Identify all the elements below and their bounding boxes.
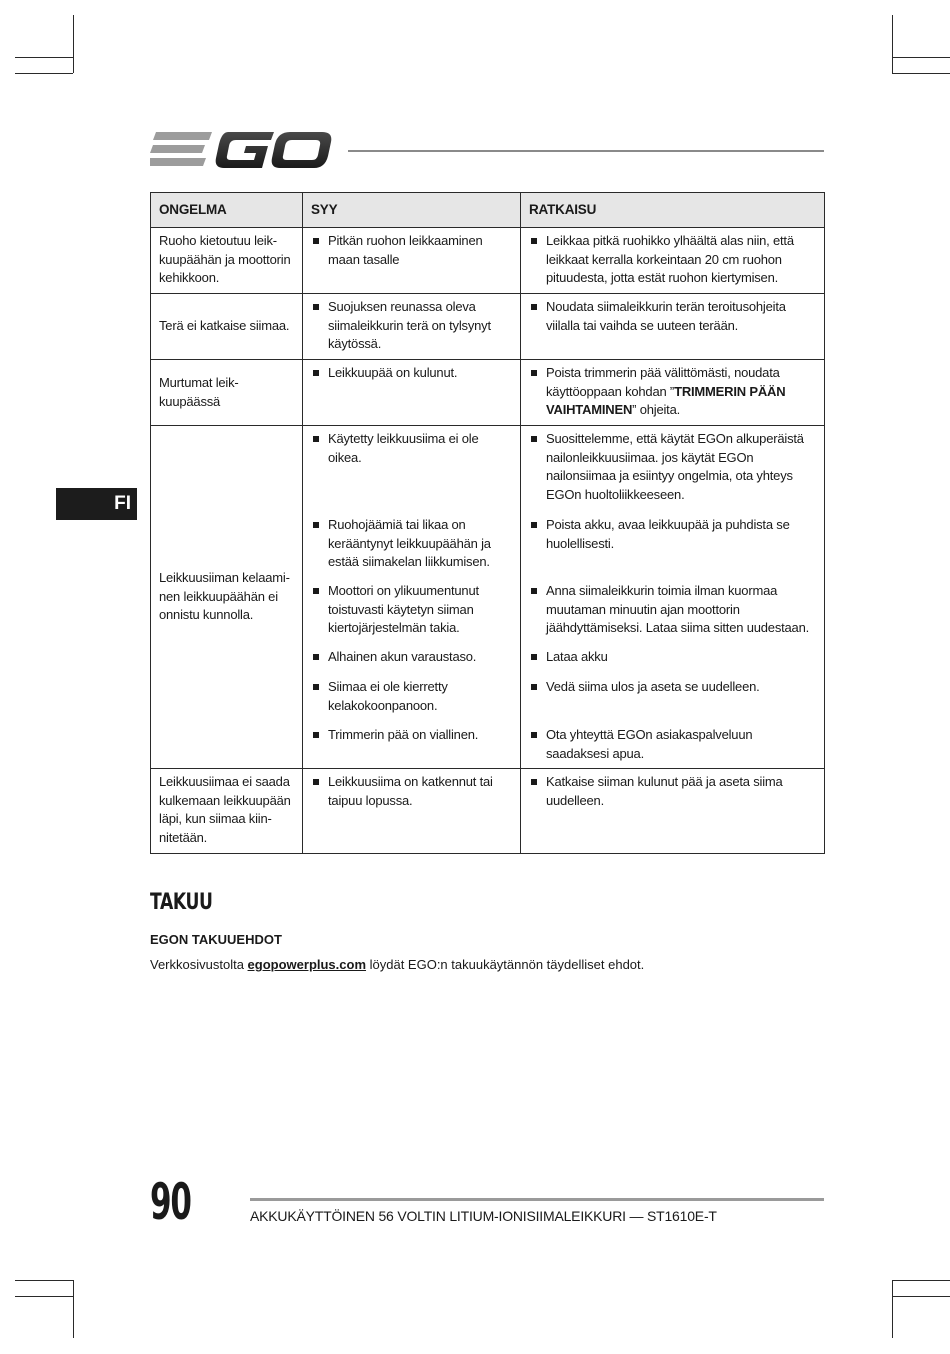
page-number: 90 — [150, 1173, 191, 1231]
solution-cell: Ota yhteyttä EGOn asiakaspalveluun saadaksesi apua. — [521, 722, 825, 769]
crop-mark — [892, 73, 950, 74]
bullet-icon — [531, 732, 537, 738]
bullet-icon — [313, 436, 319, 442]
solution-cell: Vedä siima ulos ja aseta se uudelleen. — [521, 674, 825, 722]
cause-cell: Pitkän ruohon leikkaaminen maan tasalle — [303, 228, 521, 294]
bullet-icon — [531, 588, 537, 594]
crop-mark — [15, 1280, 73, 1281]
solution-text: Poista trimmerin pää välittömästi, noudata käyttöoppaan kohdan ”TRIMMERIN PÄÄN VAIHTAMINEN” ohjeita. — [546, 365, 786, 417]
solution-cell — [521, 360, 825, 426]
crop-mark — [15, 73, 73, 74]
solution-cell: Leikkaa pitkä ruohikko ylhäältä alas niin, että leikkaat kerralla korkeintaan 20 cm ruohon pituudesta, jotta estät ruohon kiertymisen. — [521, 228, 825, 294]
cause-cell: Suojuksen reunassa oleva siimaleikkurin terä on tylsynyt käytössä. — [303, 294, 521, 360]
solution-cell: Anna siimaleikkurin toimia ilman kuormaa muutaman minuutin ajan moottorin jäähdyttämiseksi. Lataa siima sitten uudestaan. — [521, 578, 825, 644]
bullet-icon — [313, 370, 319, 376]
crop-mark — [892, 1280, 950, 1281]
bullet-icon — [313, 779, 319, 785]
cause-cell: Siimaa ei ole kierretty kelakokoonpanoon. — [303, 674, 521, 722]
bullet-icon — [313, 732, 319, 738]
bullet-icon — [531, 779, 537, 785]
solution-cell: Lataa akku — [521, 644, 825, 674]
header-solution: RATKAISU — [521, 193, 825, 228]
cause-cell: Alhainen akun varaustaso. — [303, 644, 521, 674]
problem-cell: Ruoho kietoutuu leik-kuupäähän ja moottorin kehikkoon. — [151, 228, 303, 294]
header-problem: ONGELMA — [151, 193, 303, 228]
cause-cell: Leikkuupää on kulunut. — [303, 360, 521, 426]
troubleshooting-table — [150, 192, 825, 854]
problem-cell: Leikkuusiiman kelaami-nen leikkuupäähän ei onnistu kunnolla. — [151, 426, 303, 769]
solution-cell: Katkaise siiman kulunut pää ja aseta siima uudelleen. — [521, 769, 825, 854]
website-link[interactable]: egopowerplus.com — [247, 957, 367, 972]
table-row — [151, 294, 825, 360]
solution-cell: Poista akku, avaa leikkuupää ja puhdista se huolellisesti. — [521, 512, 825, 578]
warranty-text: Verkkosivustolta egopowerplus.com löydät EGO:n takuukäytännön täydelliset ehdot. — [150, 957, 645, 972]
bullet-icon — [313, 684, 319, 690]
bullet-icon — [531, 238, 537, 244]
table-row — [151, 426, 825, 513]
crop-mark — [73, 1280, 74, 1338]
crop-mark — [15, 57, 73, 58]
table-row — [151, 228, 825, 294]
bullet-icon — [531, 522, 537, 528]
problem-cell: Terä ei katkaise siimaa. — [151, 294, 303, 360]
header-rule — [348, 150, 824, 152]
problem-cell: Leikkuusiimaa ei saada kulkemaan leikkuupään läpi, kun siimaa kiin-nitetään. — [151, 769, 303, 854]
bullet-icon — [531, 370, 537, 376]
table-row — [151, 360, 825, 426]
cause-cell: Ruohojäämiä tai likaa on kerääntynyt leikkuupäähän ja estää siimakelan liikkumisen. — [303, 512, 521, 578]
problem-cell: Murtumat leik-kuupäässä — [151, 360, 303, 426]
cause-cell: Moottori on ylikuumentunut toistuvasti käytetyn siiman kiertojärjestelmän takia. — [303, 578, 521, 644]
table-header-row — [151, 193, 825, 228]
bullet-icon — [531, 436, 537, 442]
footer-title: AKKUKÄYTTÖINEN 56 VOLTIN LITIUM-IONISIIMALEIKKURI — ST1610E-T — [250, 1208, 717, 1224]
subsection-title: EGON TAKUUEHDOT — [150, 932, 282, 947]
bullet-icon — [531, 304, 537, 310]
bullet-icon — [313, 522, 319, 528]
bullet-icon — [313, 654, 319, 660]
footer-rule — [250, 1198, 824, 1201]
crop-mark — [15, 1296, 73, 1297]
bullet-icon — [313, 304, 319, 310]
header-cause: SYY — [303, 193, 521, 228]
solution-cell: Suosittelemme, että käytät EGOn alkuperäistä nailonleikkuusiimaa. jos käytät EGOn nailonsiimaa ja esiintyy ongelmia, ota yhteys EGOn huoltoliikkeeseen. — [521, 426, 825, 513]
crop-mark — [892, 1296, 950, 1297]
bullet-icon — [531, 654, 537, 660]
solution-cell: Noudata siimaleikkurin terän teroitusohjeita viilalla tai vaihda se uuteen terään. — [521, 294, 825, 360]
cause-cell: Trimmerin pää on viallinen. — [303, 722, 521, 769]
bullet-icon — [531, 684, 537, 690]
cause-cell: Käytetty leikkuusiima ei ole oikea. — [303, 426, 521, 513]
bullet-icon — [313, 588, 319, 594]
bullet-icon — [313, 238, 319, 244]
ego-logo — [150, 128, 332, 172]
crop-mark — [892, 15, 893, 73]
cause-cell: Leikkuusiima on katkennut tai taipuu lopussa. — [303, 769, 521, 854]
section-title: TAKUU — [150, 890, 213, 915]
table-row — [151, 769, 825, 854]
crop-mark — [73, 15, 74, 73]
crop-mark — [892, 1280, 893, 1338]
language-tab: FI — [56, 488, 137, 520]
crop-mark — [892, 57, 950, 58]
